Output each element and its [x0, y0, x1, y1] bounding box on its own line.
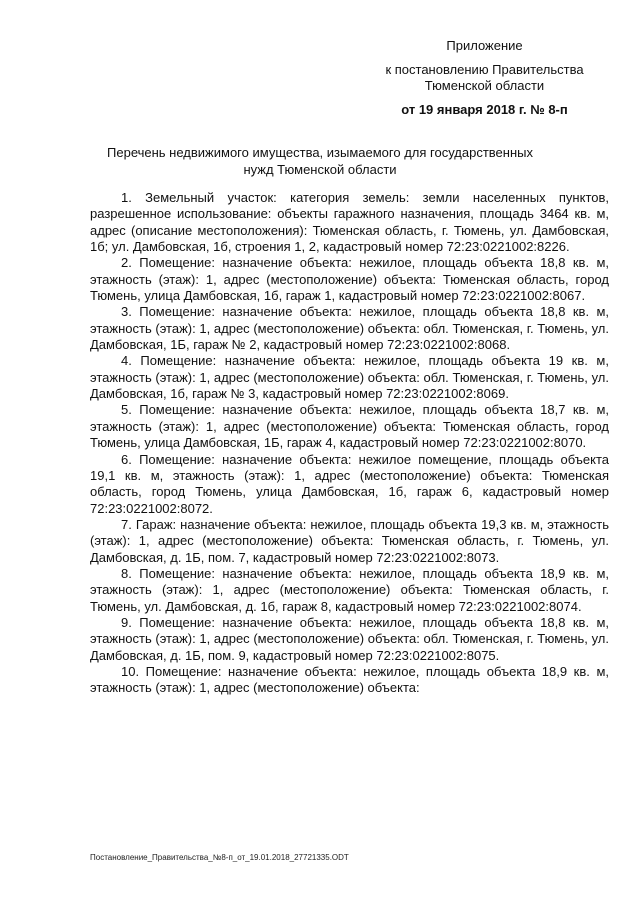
- document-title-line-2: нужд Тюменской области: [243, 161, 397, 177]
- property-item-3: 3. Помещение: назначение объекта: нежилое, площадь объекта 18,8 кв. м, этажность (этаж): 1, адрес (местоположение) объекта: обл. Тюменская, г. Тюмень, ул. Дамбовская, 1Б, гараж № 2, кадастровый номер 72:23:0221002:8068.: [90, 304, 609, 353]
- property-item-10: 10. Помещение: назначение объекта: нежилое, площадь объекта 18,9 кв. м, этажность (этаж): 1, адрес (местоположение) объекта:: [90, 663, 609, 696]
- appendix-date: от 19 января 2018 г. № 8-п: [401, 101, 568, 117]
- document-title: [90, 145, 550, 178]
- property-item-2: 2. Помещение: назначение объекта: нежилое, площадь объекта 18,8 кв. м, этажность (этаж): 1, адрес (местоположение) объекта: Тюменская область, город Тюмень, улица Дамбовская, 1б, гараж 1, кадастровый номер 72:23:0221002:8067.: [90, 255, 609, 304]
- property-item-4: 4. Помещение: назначение объекта: нежилое, площадь объекта 19 кв. м, этажность (этаж): 1, адрес (местоположение) объекта: обл. Тюменская, г. Тюмень, ул. Дамбовская, 1б, гараж № 3, кадастровый номер 72:23:0221002:8069.: [90, 353, 609, 402]
- appendix-block: [362, 38, 607, 118]
- document-title-line-1: Перечень недвижимого имущества, изымаемого для государственных: [107, 145, 533, 160]
- property-item-7: 7. Гараж: назначение объекта: нежилое, площадь объекта 19,3 кв. м, этажность (этаж): 1, адрес (местоположение) объекта: Тюменская область, г. Тюмень, ул. Дамбовская, д. 1Б, пом. 7, кадастровый номер 72:23:0221002:8073.: [90, 516, 609, 565]
- property-item-6: 6. Помещение: назначение объекта: нежилое помещение, площадь объекта 19,1 кв. м, этажность (этаж): 1, адрес (местоположение) объекта: Тюменская область, город Тюмень, улица Дамбовская, 1б, гараж 6, кадастровый номер 72:23:0221002:8072.: [90, 451, 609, 516]
- property-item-8: 8. Помещение: назначение объекта: нежилое, площадь объекта 18,9 кв. м, этажность (этаж): 1, адрес (местоположение) объекта: Тюменская область, г. Тюмень, ул. Дамбовская, д. 1б, гараж 8, кадастровый номер 72:23:0221002:8074.: [90, 565, 609, 614]
- footer-filename: Постановление_Правительства_№8-п_от_19.01.2018_27721335.ODT: [90, 853, 349, 862]
- property-item-1: 1. Земельный участок: категория земель: земли населенных пунктов, разрешенное использование: объекты гаражного назначения, площадь 3464 кв. м, адрес (описание местоположения): Тюменская область, г. Тюмень, ул. Дамбовская, 1б; ул. Дамбовская, 1б, строения 1, 2, кадастровый номер 72:23:0221002:8226.: [90, 190, 609, 255]
- property-list: [90, 190, 609, 697]
- appendix-ref-line-2: Тюменской области: [424, 78, 545, 93]
- appendix-label: Приложение: [446, 38, 523, 53]
- appendix-ref-line-1: к постановлению Правительства: [385, 61, 584, 77]
- property-item-5: 5. Помещение: назначение объекта: нежилое, площадь объекта 18,7 кв. м, этажность (этаж): 1, адрес (местоположение) объекта: Тюменская область, город Тюмень, улица Дамбовская, 1Б, гараж 4, кадастровый номер 72:23:0221002:8070.: [90, 402, 609, 451]
- property-item-9: 9. Помещение: назначение объекта: нежилое, площадь объекта 18,8 кв. м, этажность (этаж): 1, адрес (местоположение) объекта: обл. Тюменская, г. Тюмень, ул. Дамбовская, д. 1Б, пом. 9, кадастровый номер 72:23:0221002:8075.: [90, 614, 609, 663]
